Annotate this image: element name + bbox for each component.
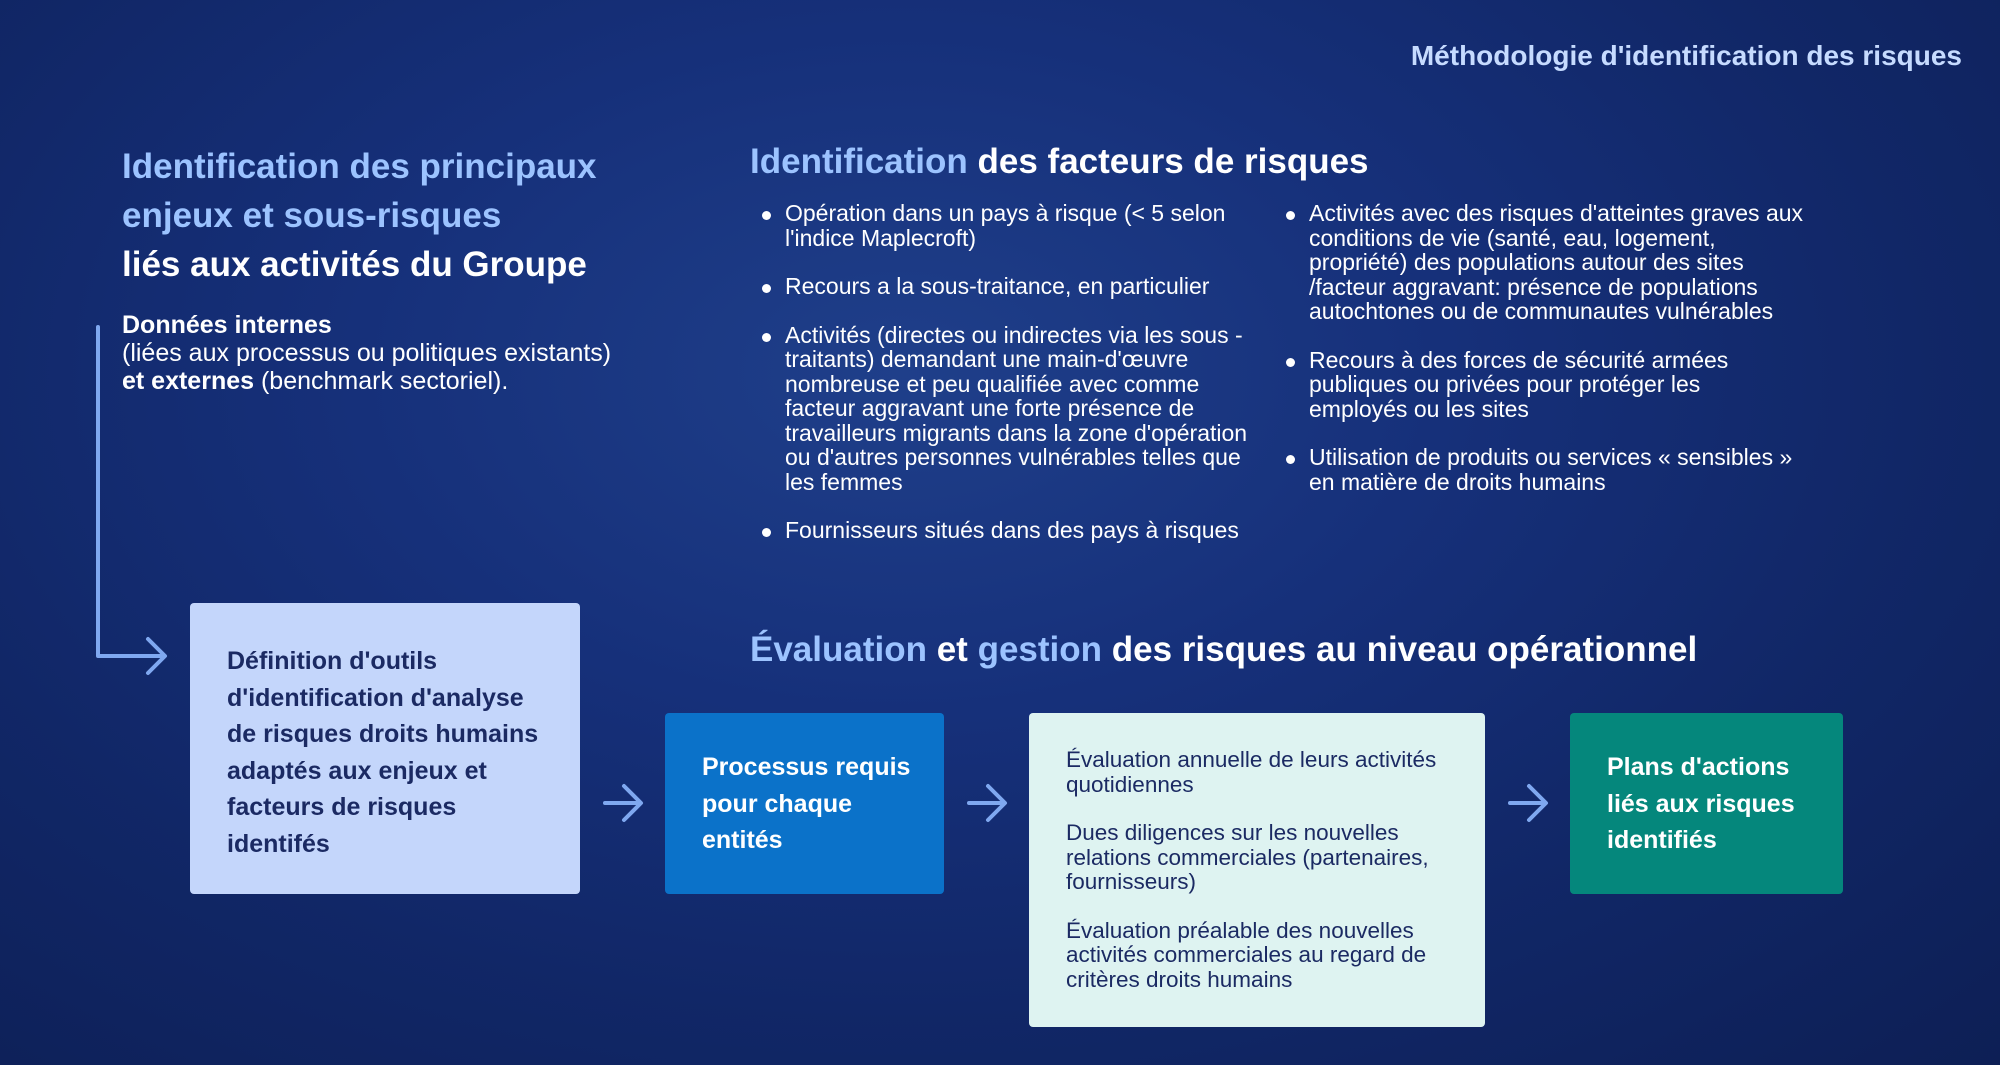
facteurs-heading-rest: des facteurs de risques [967,142,1369,181]
eval-heading-part4: des risques au niveau opérationnel [1102,630,1698,669]
list-item: Activités avec des risques d'atteintes graves aux conditions de vie (santé, eau, logement, propriété) des populations autour des sites /facteur aggravant: présence de populations autochtones ou de communautes vulnérables [1274,201,1804,324]
external-data-label: et externes [122,367,255,395]
arrow-right-icon [605,786,641,820]
list-item: Fournisseurs situés dans des pays à risques [750,518,1270,543]
list-item: Activités (directes ou indirectes via les sous -traitants) demandant une main-d'œuvre nombreuse et peu qualifiée avec comme facteur aggravant une forte présence de travailleurs migrants dans la zone d'opération ou d'autres personnes vulnérables telles que les femmes [750,323,1270,495]
eval-heading-part2: et [926,630,978,669]
processus-box: Processus requis pour chaque entités [665,713,944,894]
list-item: Utilisation de produits ou services « sensibles » en matière de droits humains [1274,445,1804,494]
list-item: Recours à des forces de sécurité armées publiques ou privées pour protéger les employés ou les sites [1274,348,1804,422]
left-heading-line1: Identification des principaux [122,147,597,186]
left-heading-line3: liés aux activités du Groupe [122,245,587,284]
left-heading-line2: enjeux et sous-risques [122,196,502,235]
arrow-right-icon [969,786,1005,820]
page-title: Méthodologie d'identification des risques [1410,40,1962,71]
evaluation-box [1029,713,1485,1027]
list-item: Recours a la sous-traitance, en particulier [750,274,1270,299]
eval-heading-part3: gestion [977,630,1103,669]
evaluation-item: Évaluation préalable des nouvelles activités commerciales au regard de critères droits humains [1066,917,1427,992]
definition-box: Définition d'outils d'identification d'analyse de risques droits humains adaptés aux enjeux et facteurs de risques identifés [190,603,580,894]
internal-data-detail: (liées aux processus ou politiques existants) [122,339,612,367]
list-item: Opération dans un pays à risque (< 5 selon l'indice Maplecroft) [750,201,1270,250]
evaluation-item: Dues diligences sur les nouvelles relations commerciales (partenaires, fournisseurs) [1066,820,1429,894]
elbow-arrow-icon [98,327,165,673]
arrow-right-icon [1510,786,1546,820]
facteurs-heading-accent: Identification [750,142,968,181]
plans-box: Plans d'actions liés aux risques identifiés [1570,713,1843,894]
evaluation-item: Évaluation annuelle de leurs activités quotidiennes [1066,747,1437,797]
internal-data-label: Données internes [122,311,332,339]
eval-heading-part1: Évaluation [750,630,927,669]
external-data-detail: (benchmark sectoriel). [254,367,509,395]
